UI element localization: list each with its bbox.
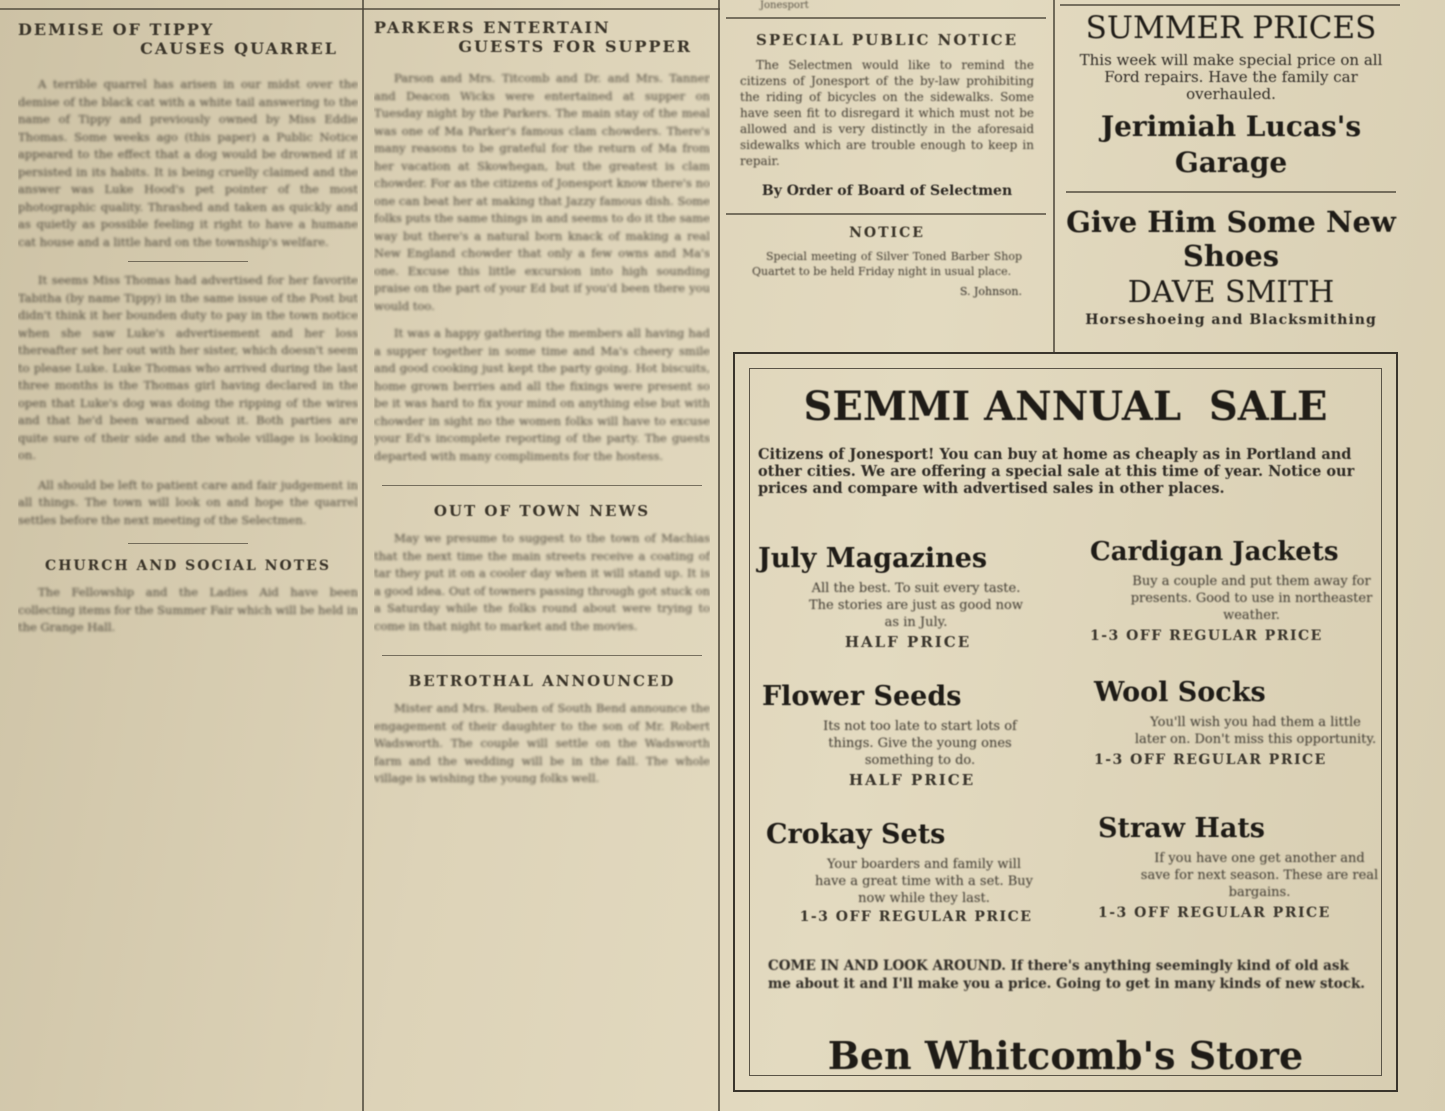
sale-item-desc: You'll wish you had them a little later on. Don't miss this opportunity. bbox=[1134, 715, 1377, 747]
article-divider bbox=[128, 543, 248, 544]
headline-church: CHURCH AND SOCIAL NOTES bbox=[45, 558, 331, 574]
article-body: Mister and Mrs. Reuben of South Bend announce the engagement of their daughter to the son of Mr. Robert Wadsworth. The couple will settle on the Wadsworth farm and the wedding will be in the fall. The whole village is wishing the young folks well. bbox=[374, 701, 710, 785]
ad-column bbox=[1062, 8, 1400, 348]
notice-signature: S. Johnson. bbox=[959, 285, 1022, 298]
notice-title: SPECIAL PUBLIC NOTICE bbox=[756, 31, 1018, 49]
article-body: It was a happy gathering the members all having had a supper together in some time and Ma's cheery smile and good cooking just kept the party going. Hot biscuits, home grown berries and all the fixings were present so be it was hard to fix your mind on anything else but with chowder in sight no the women folks will have to excuse your Ed's incomplete reporting of the party. The guests departed with many compliments for the hostess. bbox=[374, 326, 710, 463]
ad-garage-name: Jerimiah Lucas's Garage bbox=[1100, 110, 1362, 179]
sale-item-price: 1-3 OFF REGULAR PRICE bbox=[1094, 752, 1327, 768]
ad-smith-tagline: Horseshoeing and Blacksmithing bbox=[1085, 312, 1377, 328]
article-body: The Fellowship and the Ladies Aid have been collecting items for the Summer Fair which will be held in the Grange Hall. bbox=[18, 585, 358, 634]
sale-item-desc: Its not too late to start lots of things. Give the young ones something to do. bbox=[823, 719, 1017, 768]
article-body: Parson and Mrs. Titcomb and Dr. and Mrs. Tanner and Deacon Wicks were entertained at supper on Tuesday night by the Parkers. The main stay of the meal was one of Ma Parker's famous clam chowders. There's many reasons to be grateful for the return of Ma from her vacation at Skowhegan, but the greatest is clam chowder. For as the citizens of Jonesport know there's no one can beat her at making that Jazzy famous dish. Some folks puts the same things in and seems to do it the same way but there's a natural born knack of making a real New England chowder that only a few owns and Ma's one. Excuse this little excursion into high sounding praise on the part of your Ed but if you'd been there you would too. bbox=[374, 71, 710, 313]
notice-body: The Selectmen would like to remind the citizens of Jonesport of the by-law prohibiting the riding of bicycles on the sidewalks. Some have seen fit to disregard it which must not be allowed and is very distinctly in the aforesaid sidewalks which are trouble enough to keep in repair. bbox=[740, 58, 1034, 168]
sale-item-price: HALF PRICE bbox=[844, 633, 972, 651]
sale-ad-box bbox=[733, 352, 1398, 1092]
sale-title: SEMMI ANNUAL SALE bbox=[803, 383, 1328, 430]
sale-store-name: Ben Whitcomb's Store bbox=[827, 1033, 1304, 1078]
sale-item-title: Flower Seeds bbox=[762, 681, 962, 712]
column-2 bbox=[374, 18, 710, 1108]
sale-item-title: Cardigan Jackets bbox=[1090, 537, 1339, 567]
notice-rule bbox=[726, 17, 1046, 19]
sale-item-right-2 bbox=[1094, 677, 1389, 768]
ad-rule bbox=[1066, 191, 1396, 193]
sale-item-left-3 bbox=[766, 819, 1066, 925]
column-rule bbox=[718, 0, 720, 1111]
article-body: It seems Miss Thomas had advertised for her favorite Tabitha (by name Tippy) in the same issue of the Post but didn't think it her bounden duty to pay in the town notice when she saw Luke's advertisement and her loss thereafter set her out with her sister, which doesn't seem to please Luke. Luke Thomas who arrived during the last three months is the Thomas girl having declared in the open that Luke's dog was doing the ripping of the wires and that he'd been warned about it. Both parties are quite sure of their side and the whole village is looking on. bbox=[18, 273, 358, 462]
column-rule bbox=[1053, 0, 1055, 352]
top-rule bbox=[1060, 4, 1400, 6]
sale-item-right-1 bbox=[1090, 537, 1385, 644]
article-divider bbox=[128, 261, 248, 262]
headline-parkers: PARKERS ENTERTAIN GUESTS FOR SUPPER bbox=[374, 18, 692, 56]
article-divider bbox=[382, 485, 702, 486]
notice-title: NOTICE bbox=[849, 225, 925, 241]
sale-item-right-3 bbox=[1098, 813, 1393, 921]
sale-intro: Citizens of Jonesport! You can buy at home as cheaply as in Portland and other cities. We are offering a special sale at this time of year. Notice our prices and compare with advertised sales in other places. bbox=[758, 446, 1355, 497]
headline-out-of-town: OUT OF TOWN NEWS bbox=[433, 502, 651, 520]
column-1 bbox=[18, 20, 358, 1110]
article-body: May we presume to suggest to the town of Machias that the next time the main streets receive a coating of tar they put it on a cooler day when it will stand up. It is a good idea. Out of towners passing through got stuck on a Saturday while the folks round about were trying to come in that night to market and the movies. bbox=[374, 531, 710, 633]
sale-item-desc: Buy a couple and put them away for presents. Good to use in northeaster weather. bbox=[1130, 574, 1373, 623]
sale-item-price: 1-3 OFF REGULAR PRICE bbox=[799, 909, 1033, 925]
column-rule bbox=[362, 0, 364, 1111]
sale-item-title: Wool Socks bbox=[1094, 677, 1266, 708]
article-body: All should be left to patient care and fair judgement in all things. The town will look on and hope the quarrel settles before the next meeting of the Selectmen. bbox=[18, 477, 358, 527]
ad-smith-title: Give Him Some New Shoes bbox=[1066, 205, 1396, 273]
sale-item-price: HALF PRICE bbox=[848, 771, 976, 789]
sale-item-title: Crokay Sets bbox=[766, 819, 946, 850]
column-3 bbox=[726, 0, 1048, 352]
sale-item-left-1 bbox=[758, 543, 1058, 651]
sale-item-title: July Magazines bbox=[758, 543, 988, 574]
sale-item-title: Straw Hats bbox=[1098, 813, 1266, 844]
page-folio: Jonesport bbox=[760, 0, 809, 11]
ad-garage-title: SUMMER PRICES bbox=[1085, 10, 1377, 46]
sale-item-desc: All the best. To suit every taste. The stories are just as good now as in July. bbox=[809, 581, 1023, 630]
article-body: A terrible quarrel has arisen in our midst over the demise of the black cat with a white tail answering to the name of Tippy and previously owned by Miss Eddie Thomas. Some weeks ago (this paper) a Public Notice appeared to the effect that a dog would be drowned if it persisted in its habits. It is being cruelly claimed and the answer was Luke Hood's pet pointer of the most photographic quality. Thrashed and taken as quickly and as quietly as possible feeling it right to have a humane cat house and a little hard on the township's welfare. bbox=[18, 77, 358, 249]
headline-betrothal: BETROTHAL ANNOUNCED bbox=[408, 672, 676, 690]
sale-item-desc: Your boarders and family will have a great time with a set. Buy now while they last. bbox=[814, 857, 1034, 906]
sale-footer: COME IN AND LOOK AROUND. If there's anything seemingly kind of old ask me about it and I'll make you a price. Going to get in many kinds of new stock. bbox=[768, 958, 1366, 992]
ad-smith-name: DAVE SMITH bbox=[1127, 275, 1335, 310]
notice-rule bbox=[726, 213, 1046, 215]
sale-item-price: 1-3 OFF REGULAR PRICE bbox=[1090, 628, 1323, 644]
notice-body: Special meeting of Silver Toned Barber Shop Quartet to be held Friday night in usual place. bbox=[752, 250, 1022, 278]
ad-garage-body: This week will make special price on all Ford repairs. Have the family car overhauled. bbox=[1079, 51, 1383, 103]
article-divider bbox=[382, 655, 702, 656]
sale-item-desc: If you have one get another and save for next season. These are real bargains. bbox=[1140, 851, 1379, 900]
headline-demise: DEMISE OF TIPPY CAUSES QUARREL bbox=[18, 20, 338, 58]
notice-signature: By Order of Board of Selectmen bbox=[761, 183, 1013, 199]
sale-items-grid bbox=[750, 537, 1381, 937]
sale-item-price: 1-3 OFF REGULAR PRICE bbox=[1098, 905, 1331, 921]
sale-item-left-2 bbox=[762, 681, 1062, 789]
sale-ad-inner-border bbox=[749, 368, 1382, 1076]
top-rule bbox=[0, 8, 720, 10]
